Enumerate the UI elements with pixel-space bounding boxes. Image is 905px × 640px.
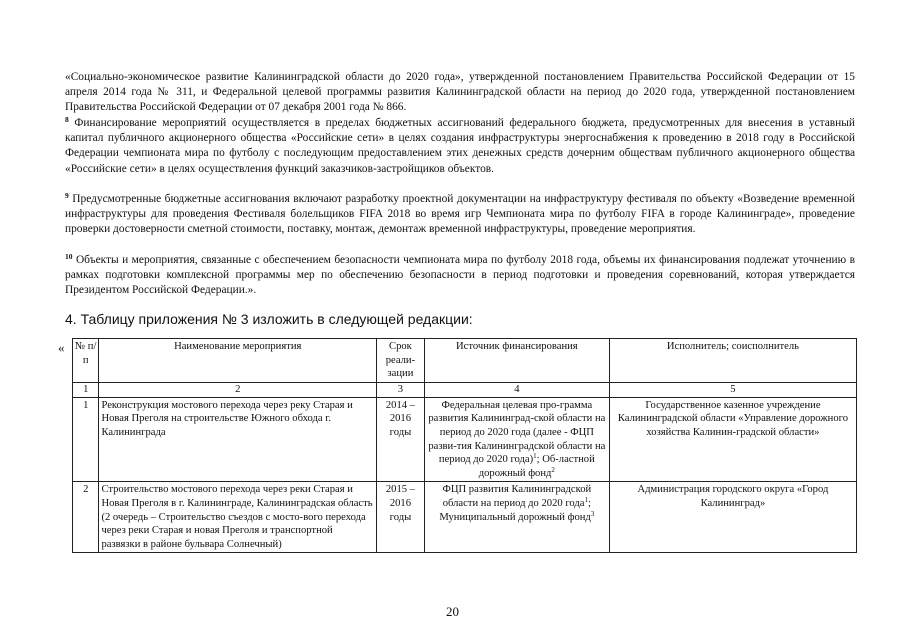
column-number: 2 <box>99 382 377 397</box>
column-number-row <box>73 382 857 397</box>
table-row <box>73 482 857 553</box>
section-heading: 4. Таблицу приложения № 3 изложить в следующей редакции: <box>65 311 473 327</box>
footnote-10 <box>65 253 855 299</box>
table-header-row <box>73 339 857 383</box>
header-executor: Исполнитель; соисполнитель <box>609 339 856 383</box>
funding-text-tail: ; Муниципальный дорожный фонд <box>439 497 591 523</box>
opening-quote-mark: « <box>58 340 65 355</box>
footnote-text: Предусмотренные бюджетные ассигнования включают разработку проектной документации на инфраструктуру фестиваля по объекту «Возведение временной инфраструктуры для проведения Фестиваля болельщиков FIFA 2018 во время игр Чемпионата мира по футболу FIFA в городе Калининграде», проведение проверки достоверности сметной стоимости, поставку, монтаж, демонтаж временной инфраструктуры, проведение мероприятия. <box>65 193 855 236</box>
footnote-text: Объекты и мероприятия, связанные с обеспечением безопасности чемпионата мира по футболу 2018 года, объемы их финансирования подлежат уточнению в рамках подготовки комплексной программы мер по обеспечению безопасности в период подготовки и проведения соревнований, которая утверждается Президентом Российской Федерации.». <box>65 254 855 297</box>
row-number: 2 <box>73 482 99 553</box>
footnote-ref: 2 <box>551 465 555 474</box>
footnote-ref: 1 <box>533 452 537 461</box>
row-number: 1 <box>73 397 99 482</box>
funding-text-tail: ; Об-ластной дорожный фонд <box>478 454 595 479</box>
footnote-mark: 10 <box>65 252 73 261</box>
footnote-ref: 1 <box>584 495 589 504</box>
header-period: Срок реали-зации <box>377 339 425 383</box>
intro-paragraph: «Социально-экономическое развитие Калининградской области до 2020 года», утвержденной постановлением Правительства Российской Федерации от 15 апреля 2014 года № 311, и Федеральной целевой программы развития Калининградской области на период до 2020 года, утвержденной постановлением Правительства Российской Федерации от 07 декабря 2001 года № 866. <box>65 71 855 114</box>
event-name: Реконструкция мостового перехода через реку Старая и Новая Преголя на строительстве Южного обхода г. Калининграда <box>99 397 377 482</box>
header-event-name: Наименование мероприятия <box>99 339 377 383</box>
footnote-8 <box>65 116 855 177</box>
table-row <box>73 397 857 482</box>
executor: Государственное казенное учреждение Калининградской области «Управление дорожного хозяйства Калинин-градской области» <box>609 397 856 482</box>
funding-source <box>424 397 609 482</box>
page-number: 20 <box>446 604 459 619</box>
appendix-table <box>72 338 857 553</box>
funding-text: Федеральная целевая про-грамма развития Калининград-ской области на период до 2020 года (далее - ФЦП разви-тия Калининградской области на период до 2020 года) <box>428 399 606 466</box>
event-name: Строительство мостового перехода через реки Старая и Новая Преголя в г. Калининграде, Калининградская область (2 очередь – Строительство съездов с мосто-вого перехода через реки Старая и новая Преголя и транспортной развязки в районе бульвара Солнечный) <box>99 482 377 553</box>
funding-text: ФЦП развития Калининградской области на период до 2020 года <box>442 484 592 509</box>
column-number: 3 <box>377 382 425 397</box>
period: 2014 – 2016 годы <box>377 397 425 482</box>
executor: Администрация городского округа «Город Калининград» <box>609 482 856 553</box>
funding-source <box>424 482 609 553</box>
footnote-mark: 8 <box>65 115 69 124</box>
column-number: 4 <box>424 382 609 397</box>
header-funding-source: Источник финансирования <box>424 339 609 383</box>
period: 2015 – 2016 годы <box>377 482 425 553</box>
footnote-mark: 9 <box>65 191 69 200</box>
footnote-9 <box>65 192 855 238</box>
column-number: 5 <box>609 382 856 397</box>
footnote-ref: 3 <box>590 509 595 518</box>
column-number: 1 <box>73 382 99 397</box>
header-number: № п/п <box>73 339 99 383</box>
footnote-text: Финансирование мероприятий осуществляется в пределах бюджетных ассигнований федерального бюджета, предусмотренных для внесения в уставный капитал публичного акционерного общества «Российские сети» в целях создания инфраструктуры энергоснабжения к проведению в 2018 году в Российской Федерации чемпионата мира по футболу с последующим предоставлением этих денежных средств дочерним обществам публичного акционерного общества «Российские сети» в целях осуществления функций заказчиков-застройщиков объектов. <box>65 117 855 175</box>
